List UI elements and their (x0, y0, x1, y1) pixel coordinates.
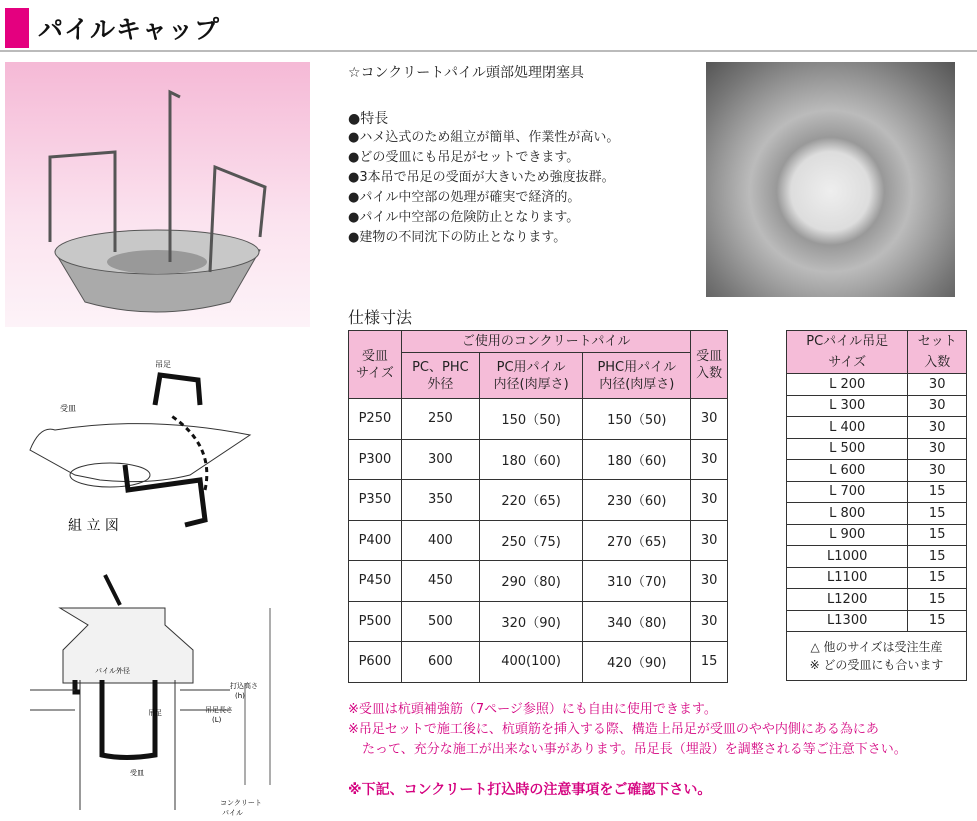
table-row (349, 399, 728, 440)
col-leg-size: PCパイル吊足 サイズ (787, 331, 908, 374)
pile-cap-illustration (5, 62, 310, 327)
table-cell: 15 (908, 589, 967, 611)
feature-item: ●3本吊で吊足の受面が大きいため強度抜群。 (348, 170, 615, 185)
table-cell: 15 (908, 546, 967, 568)
table-cell: 400(100) (479, 642, 582, 683)
table-cell: L 400 (787, 417, 908, 439)
table-cell: 150（50) (583, 399, 691, 440)
label-pile-1: コンクリート (220, 799, 262, 807)
col-phc: PHC用パイル 内径(肉厚さ) (583, 353, 691, 399)
table-cell: 30 (691, 520, 728, 561)
table-cell: 30 (908, 374, 967, 396)
product-photo (5, 62, 310, 327)
label-height-sym: (h) (235, 692, 245, 700)
table-cell: 30 (908, 417, 967, 439)
label-pan: 受皿 (60, 404, 76, 413)
subtitle: ☆コンクリートパイル頭部処理閉塞具 (348, 65, 584, 81)
table-cell: L 600 (787, 460, 908, 482)
table-row (787, 374, 967, 396)
feature-item: ●どの受皿にも吊足がセットできます。 (348, 150, 580, 165)
table-cell: L1100 (787, 567, 908, 589)
table-cell: L 900 (787, 524, 908, 546)
label-pile-od: パイル外径 (95, 667, 130, 675)
table-cell: 30 (691, 439, 728, 480)
table-row (787, 589, 967, 611)
section-diagram (30, 550, 290, 821)
table-cell: 290（80) (479, 561, 582, 602)
col-pc: PC用パイル 内径(肉厚さ) (479, 353, 582, 399)
table-cell: 180（60) (583, 439, 691, 480)
table-cell: 15 (691, 642, 728, 683)
table-cell: P500 (349, 601, 402, 642)
features-heading: ●特長 (348, 111, 389, 127)
table-row (787, 438, 967, 460)
table-row (349, 642, 728, 683)
table-cell: 30 (691, 601, 728, 642)
table-cell: L 500 (787, 438, 908, 460)
table-cell: 30 (908, 438, 967, 460)
table-row (787, 610, 967, 632)
label-pile-2: パイル (222, 809, 243, 817)
label-leg: 吊足 (155, 360, 171, 369)
table-row (787, 481, 967, 503)
features-list (348, 128, 619, 248)
table-cell: 600 (401, 642, 479, 683)
table-row (787, 567, 967, 589)
page-title: パイルキャップ (38, 15, 221, 44)
table-cell: 30 (908, 395, 967, 417)
table-cell: L 800 (787, 503, 908, 525)
col-group: ご使用のコンクリートパイル (401, 331, 691, 353)
table-cell: 30 (691, 399, 728, 440)
feature-item: ●パイル中空部の危険防止となります。 (348, 210, 580, 225)
table-cell: 250 (401, 399, 479, 440)
note-2-cont: たって、充分な施工が出来ない事があります。吊足長（埋設）を調整される等ご注意下さい。 (362, 742, 907, 757)
label-pan-section: 受皿 (130, 769, 144, 777)
table-note: △ 他のサイズは受注生産 ※ どの受皿にも合います (787, 632, 967, 681)
col-size: 受皿 サイズ (349, 331, 402, 399)
table-row (787, 417, 967, 439)
table-cell: L 200 (787, 374, 908, 396)
table-cell: L1200 (787, 589, 908, 611)
table-cell: P400 (349, 520, 402, 561)
table-cell: 270（65) (583, 520, 691, 561)
table-cell: 15 (908, 481, 967, 503)
table-cell: 350 (401, 480, 479, 521)
table-cell: P600 (349, 642, 402, 683)
table-cell: P250 (349, 399, 402, 440)
table-cell: L1000 (787, 546, 908, 568)
assembly-diagram (0, 345, 300, 535)
table-cell: 230（60) (583, 480, 691, 521)
table-cell: 30 (691, 561, 728, 602)
table-cell: L 300 (787, 395, 908, 417)
installation-photo (706, 62, 955, 297)
table-cell: 250（75) (479, 520, 582, 561)
title-accent-mark (5, 8, 29, 48)
col-od: PC、PHC 外径 (401, 353, 479, 399)
table-cell: 15 (908, 610, 967, 632)
table-cell: 30 (908, 460, 967, 482)
label-leg-section: 吊足 (148, 709, 162, 717)
leg-table (786, 330, 967, 681)
label-leg-length-sym: (L) (212, 716, 222, 724)
title-bar (0, 0, 977, 52)
table-row (787, 460, 967, 482)
feature-item: ●パイル中空部の処理が確実で経済的。 (348, 190, 581, 205)
table-cell: 30 (691, 480, 728, 521)
table-row (349, 439, 728, 480)
table-cell: 15 (908, 524, 967, 546)
table-cell: P450 (349, 561, 402, 602)
table-cell: 320（90) (479, 601, 582, 642)
table-row (787, 503, 967, 525)
table-row (787, 395, 967, 417)
table-row (787, 524, 967, 546)
label-leg-length: 吊足長さ (205, 706, 233, 714)
table-cell: 450 (401, 561, 479, 602)
table-cell: 180（60) (479, 439, 582, 480)
feature-item: ●ハメ込式のため組立が簡単、作業性が高い。 (348, 130, 620, 145)
assembly-caption: 組 立 図 (68, 518, 119, 534)
table-cell: 310（70) (583, 561, 691, 602)
table-cell: P300 (349, 439, 402, 480)
table-cell: 340（80) (583, 601, 691, 642)
table-cell: 500 (401, 601, 479, 642)
table-cell: 420（90) (583, 642, 691, 683)
table-row (349, 601, 728, 642)
spec-table (348, 330, 728, 683)
spec-title: 仕様寸法 (348, 308, 413, 327)
table-row (349, 520, 728, 561)
table-cell: 15 (908, 503, 967, 525)
table-cell: L1300 (787, 610, 908, 632)
col-qty: 受皿 入数 (691, 331, 728, 399)
col-set-qty: セット 入数 (908, 331, 967, 374)
table-cell: 150（50) (479, 399, 582, 440)
table-row (349, 480, 728, 521)
note-3: ※下記、コンクリート打込時の注意事項をご確認下さい。 (348, 782, 712, 798)
table-cell: 300 (401, 439, 479, 480)
table-cell: 220（65) (479, 480, 582, 521)
table-cell: L 700 (787, 481, 908, 503)
label-height: 打込高さ (230, 682, 258, 690)
note-1: ※受皿は杭頭補強筋（7ページ参照）にも自由に使用できます。 (348, 702, 717, 717)
note-2: ※吊足セットで施工後に、杭頭筋を挿入する際、構造上吊足が受皿のやや内側にある為にあ (348, 722, 879, 737)
table-row (787, 546, 967, 568)
table-row (349, 561, 728, 602)
table-cell: 15 (908, 567, 967, 589)
table-cell: 400 (401, 520, 479, 561)
notes (348, 700, 973, 800)
feature-item: ●建物の不同沈下の防止となります。 (348, 230, 567, 245)
table-cell: P350 (349, 480, 402, 521)
